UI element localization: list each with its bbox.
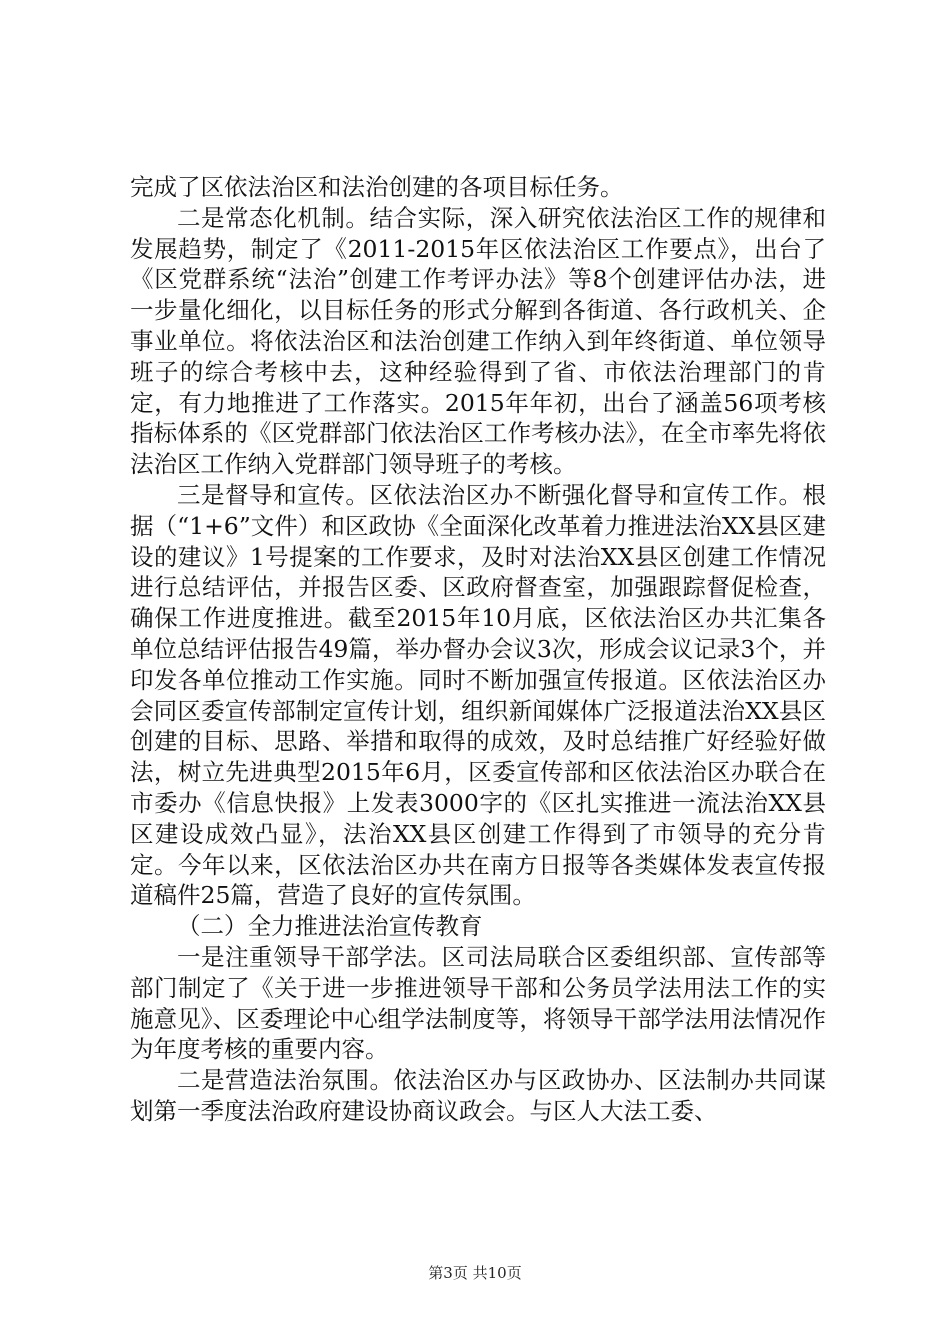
- paragraph-legal-atmosphere: 二是营造法治氛围。依法治区办与区政协办、区法制办共同谋划第一季度法治政府建设协商议政会。与区人大法工委、: [130, 1066, 826, 1125]
- paragraph-leader-study: 一是注重领导干部学法。区司法局联合区委组织部、宣传部等部门制定了《关于进一步推进领导干部和公务员学法用法工作的实施意见》、区委理论中心组学法制度等，将领导干部学法用法情况作为年度考核的重要内容。: [130, 942, 826, 1064]
- section-heading: （二）全力推进法治宣传教育: [177, 912, 483, 941]
- paragraph-supervision-publicity: 三是督导和宣传。区依法治区办不断强化督导和宣传工作。根据（“1+6”文件）和区政协《全面深化改革着力推进法治XX县区建设的建议》1号提案的工作要求，及时对法治XX县区创建工作情况进行总结评估，并报告区委、区政府督查室，加强跟踪督促检查，确保工作进度推进。截至2015年10月底，区依法治区办共汇集各单位总结评估报告49篇，举办督办会议3次，形成会议记录3个，并印发各单位推动工作实施。同时不断加强宣传报道。区依法治区办会同区委宣传部制定宣传计划，组织新闻媒体广泛报道法治XX县区创建的目标、思路、举措和取得的成效，及时总结推广好经验好做法，树立先进典型2015年6月，区委宣传部和区依法治区办联合在市委办《信息快报》上发表3000字的《区扎实推进一流法治XX县区建设成效凸显》，法治XX县区创建工作得到了市领导的充分肯定。今年以来，区依法治区办共在南方日报等各类媒体发表宣传报道稿件25篇，营造了良好的宣传氛围。: [130, 480, 826, 910]
- paragraph-continuation: 完成了区依法治区和法治创建的各项目标任务。: [130, 173, 624, 201]
- document-body: [130, 172, 826, 1127]
- paragraph-normalization-mechanism: 二是常态化机制。结合实际，深入研究依法治区工作的规律和发展趋势，制定了《2011-2015年区依法治区工作要点》，出台了《区党群系统“法治”创建工作考评办法》等8个创建评估办法，进一步量化细化，以目标任务的形式分解到各街道、各行政机关、企事业单位。将依法治区和法治创建工作纳入到年终街道、单位领导班子的综合考核中去，这种经验得到了省、市依法治理部门的肯定，有力地推进了工作落实。2015年年初，出台了涵盖56项考核指标体系的《区党群部门依法治区工作考核办法》，在全市率先将依法治区工作纳入党群部门领导班子的考核。: [130, 203, 826, 479]
- page-footer: 第3页 共10页: [428, 1264, 522, 1282]
